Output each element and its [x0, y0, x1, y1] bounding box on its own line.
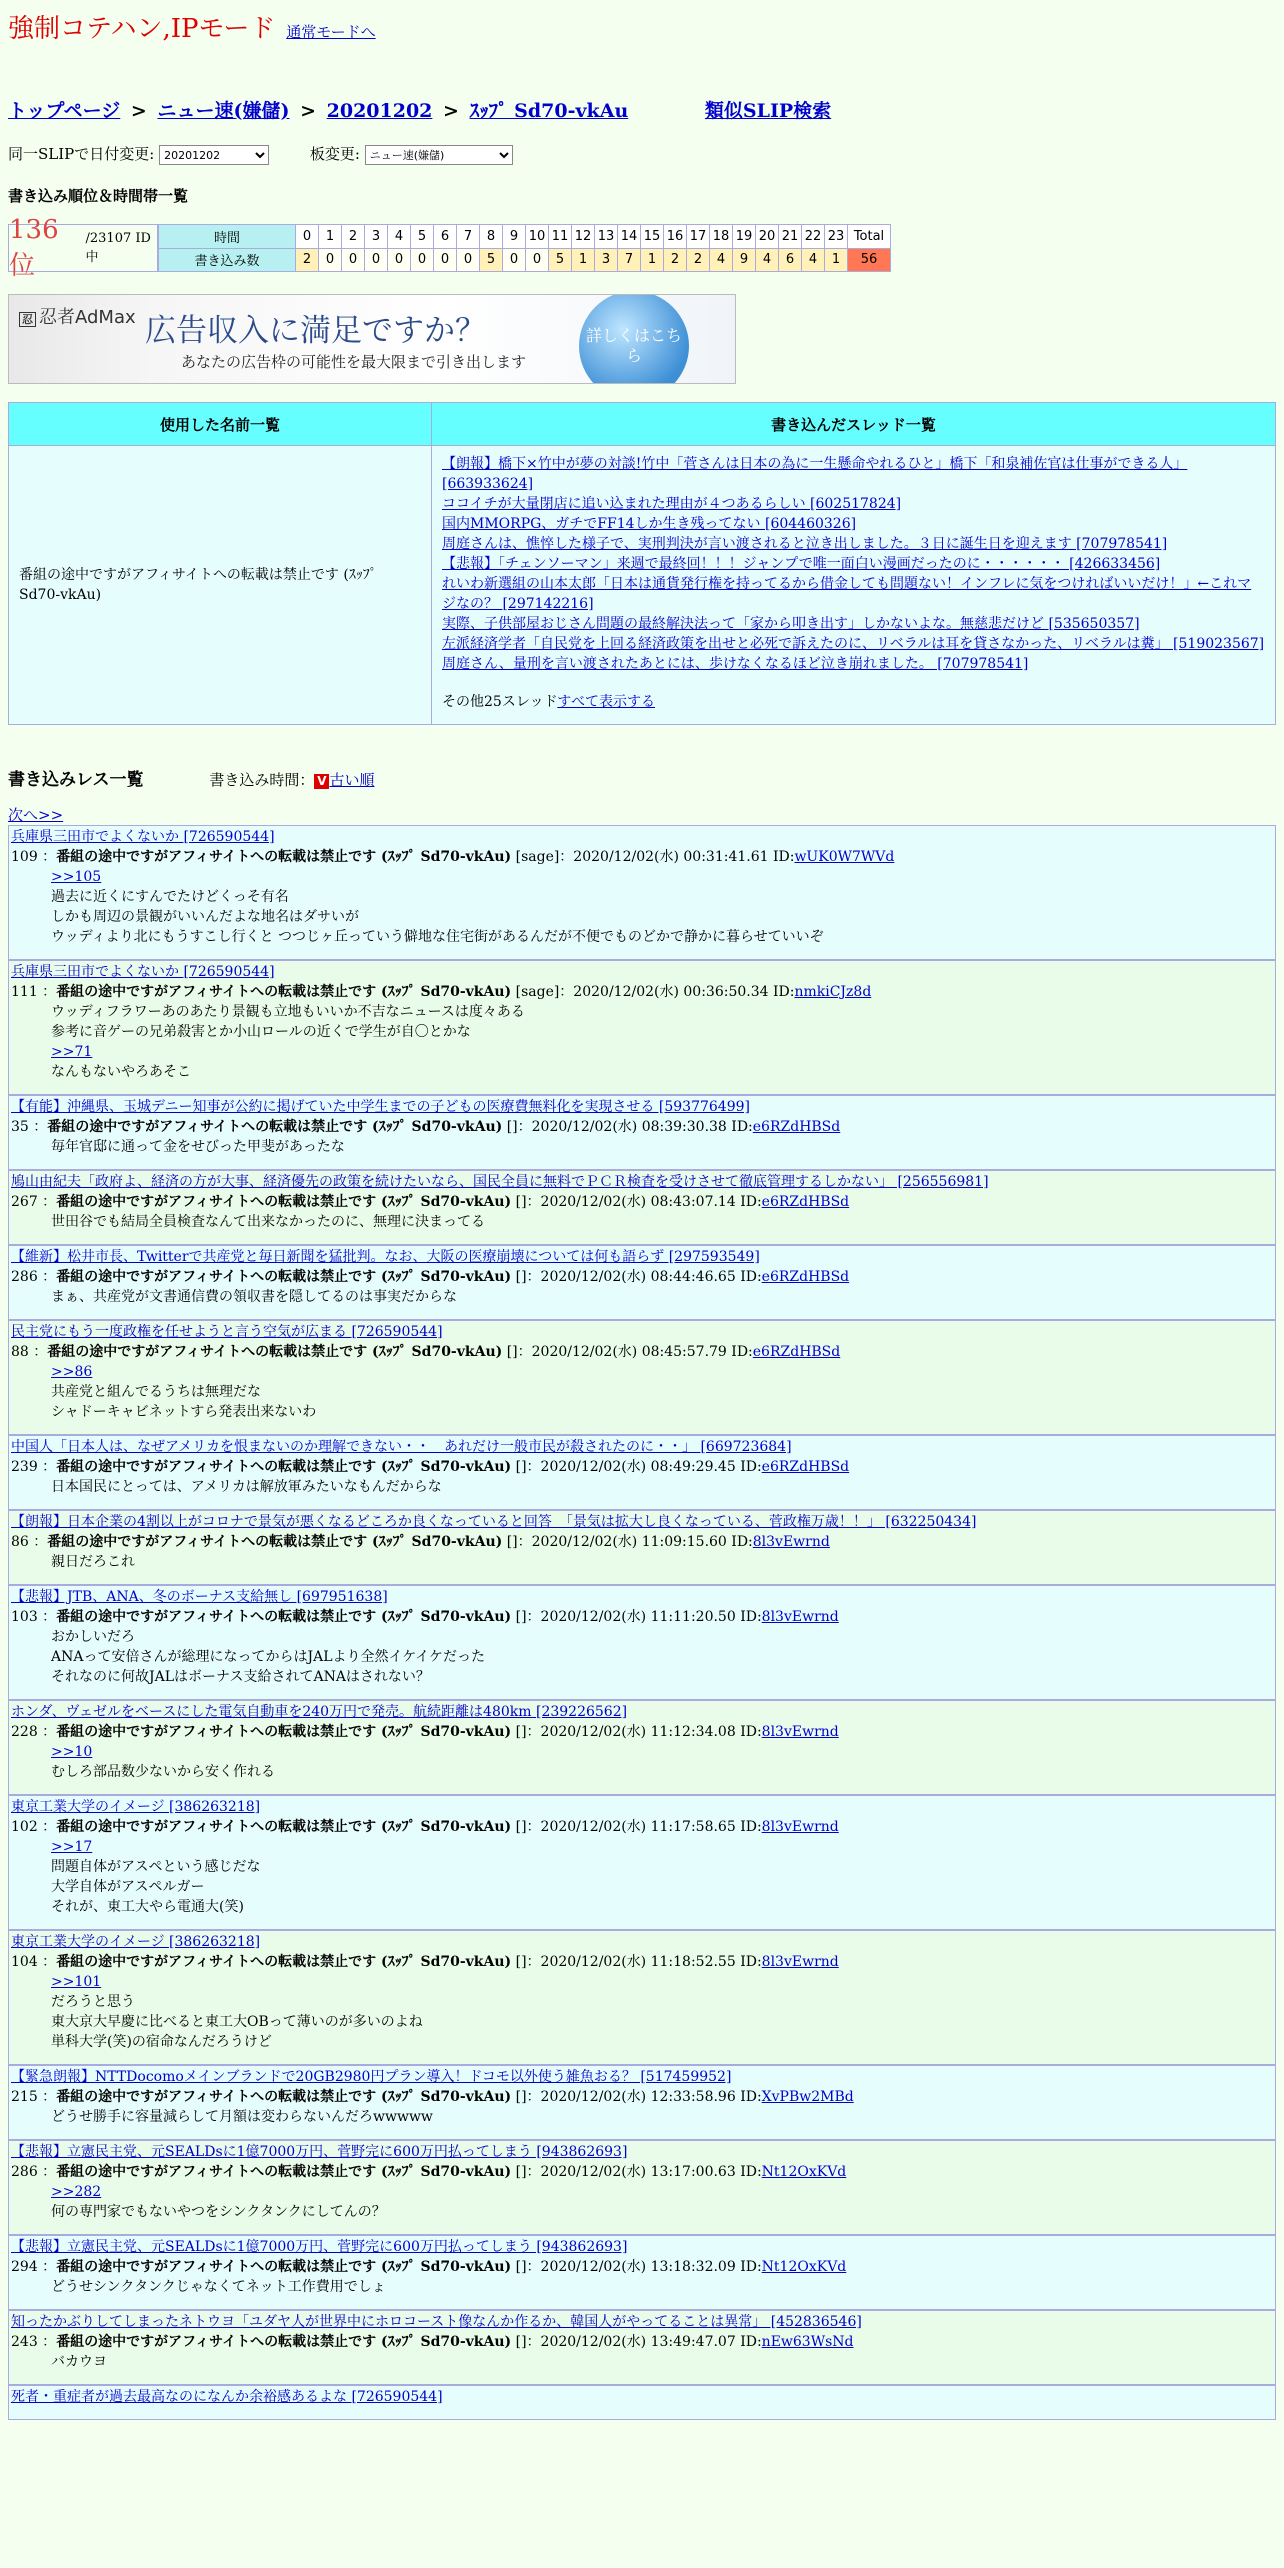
post-line: どうせ勝手に容量減らして月額は変わらないんだろwwwww — [51, 2109, 433, 2125]
post — [8, 1700, 1276, 1795]
rank-cell — [8, 214, 158, 281]
normal-mode-link[interactable]: 通常モードへ — [286, 23, 376, 41]
post-id-link[interactable]: e6RZdHBSd — [752, 1119, 841, 1135]
hour-cell: 8 — [480, 225, 503, 249]
post-body — [11, 1972, 1273, 2052]
post-meta: []：2020/12/02(水) 11:18:52.55 ID: — [515, 1954, 762, 1970]
post-id-link[interactable]: wUK0W7WVd — [794, 849, 895, 865]
thread-link[interactable]: 左派経済学者「自民党を上回る経済政策を出せと必死で訴えたのに、リベラルは耳を貸さなかった、リベラルは糞」 [519023567] — [442, 636, 1265, 652]
hour-cell: 15 — [641, 225, 664, 249]
post — [8, 1320, 1276, 1435]
post-number: 286 — [11, 1269, 38, 1285]
reply-anchor-link[interactable]: >>10 — [51, 1744, 93, 1760]
post-body — [11, 1552, 1273, 1572]
date-select[interactable] — [159, 145, 269, 165]
post-number: 267 — [11, 1194, 38, 1210]
posts-heading: 書き込みレス一覧 書き込み時間： V 古い順 — [8, 770, 375, 790]
show-all-threads-link[interactable]: すべて表示する — [557, 694, 655, 710]
post-thread-link[interactable]: 東京工業大学のイメージ [386263218] — [11, 1799, 261, 1815]
page-title: 強制コテハン,IPモード — [8, 14, 276, 44]
post-thread-link[interactable]: 【緊急朗報】NTTDocomoメインブランドで20GB2980円プラン導入！ドコモ以外使う雑魚おる？ [517459952] — [11, 2069, 732, 2085]
post-thread-link[interactable]: 民主党にもう一度政権を任せようと言う空気が広まる [726590544] — [11, 1324, 443, 1340]
post-header: 103 ：番組の途中ですがアフィサイトへの転載は禁止です (ｽｯﾌﾟ Sd70-vkAu) []：2020/12/02(水) 11:11:20.50 ID:8l3vEwrnd — [11, 1609, 839, 1625]
post — [8, 1245, 1276, 1320]
post-line: 単科大学(笑)の宿命なんだろうけど — [51, 2034, 272, 2050]
rank-number: 136 位 — [9, 214, 59, 281]
post-line: 共産党と組んでるうちは無理だな — [51, 1384, 261, 1400]
count-cell: 0 — [365, 248, 388, 272]
ad-headline: 広告収入に満足ですか？ — [145, 313, 486, 349]
reply-anchor-link[interactable]: >>17 — [51, 1839, 93, 1855]
used-name: 番組の途中ですがアフィサイトへの転載は禁止です (ｽｯﾌﾟ Sd70-vkAu) — [9, 446, 432, 725]
post-body — [11, 2107, 1273, 2127]
hour-cell: 23 — [825, 225, 848, 249]
post-line: しかも周辺の景観がいいんだよな地名はダサいが — [51, 909, 359, 925]
post-author: 番組の途中ですがアフィサイトへの転載は禁止です (ｽｯﾌﾟ Sd70-vkAu) — [56, 2334, 512, 2350]
post-header: 267 ：番組の途中ですがアフィサイトへの転載は禁止です (ｽｯﾌﾟ Sd70-vkAu) []：2020/12/02(水) 08:43:07.14 ID:e6RZdHBSd — [11, 1194, 850, 1210]
count-cell: 3 — [595, 248, 618, 272]
post-meta: []：2020/12/02(水) 08:43:07.14 ID: — [515, 1194, 762, 1210]
post — [8, 960, 1276, 1095]
post-id-link[interactable]: 8l3vEwrnd — [761, 1724, 839, 1740]
post-id-link[interactable]: 8l3vEwrnd — [761, 1819, 839, 1835]
post-author: 番組の途中ですがアフィサイトへの転載は禁止です (ｽｯﾌﾟ Sd70-vkAu) — [56, 1954, 512, 1970]
post-id-link[interactable]: Nt12OxKVd — [761, 2259, 847, 2275]
post-body — [11, 1837, 1273, 1917]
post-thread-link[interactable]: 兵庫県三田市でよくないか [726590544] — [11, 964, 275, 980]
post-header: 228 ：番組の途中ですがアフィサイトへの転載は禁止です (ｽｯﾌﾟ Sd70-vkAu) []：2020/12/02(水) 11:12:34.08 ID:8l3vEwrnd — [11, 1724, 839, 1740]
count-cell: 0 — [411, 248, 434, 272]
post-meta: [sage]：2020/12/02(水) 00:31:41.61 ID: — [515, 849, 795, 865]
post-header: 215 ：番組の途中ですがアフィサイトへの転載は禁止です (ｽｯﾌﾟ Sd70-vkAu) []：2020/12/02(水) 12:33:58.96 ID:XvPBw2MBd — [11, 2089, 854, 2105]
post-header: 243 ：番組の途中ですがアフィサイトへの転載は禁止です (ｽｯﾌﾟ Sd70-vkAu) []：2020/12/02(水) 13:49:47.07 ID:nEw63WsNd — [11, 2334, 854, 2350]
post-author: 番組の途中ですがアフィサイトへの転載は禁止です (ｽｯﾌﾟ Sd70-vkAu) — [56, 2089, 512, 2105]
post-line: おかしいだろ — [51, 1629, 135, 1645]
hour-cell: 5 — [411, 225, 434, 249]
post-thread-link[interactable]: 【有能】沖縄県、玉城デニー知事が公約に掲げていた中学生までの子どもの医療費無料化を実現させる [593776499] — [11, 1099, 750, 1115]
post-body — [11, 1627, 1273, 1687]
post-id-link[interactable]: e6RZdHBSd — [752, 1344, 841, 1360]
post-meta: []：2020/12/02(水) 08:49:29.45 ID: — [515, 1459, 762, 1475]
hour-cell: 4 — [388, 225, 411, 249]
post-meta: []：2020/12/02(水) 11:11:20.50 ID: — [515, 1609, 762, 1625]
post-line: 毎年官邸に通って金をせびった甲斐があったな — [51, 1139, 345, 1155]
reply-anchor-link[interactable]: >>105 — [51, 869, 102, 885]
post-body — [11, 1287, 1273, 1307]
post-thread-link[interactable]: 鳩山由紀夫「政府よ、経済の方が大事、経済優先の政策を続けたいなら、国民全員に無料でＰＣＲ検査を受けさせて徹底管理するしかない」 [256556981] — [11, 1174, 989, 1190]
count-cell: 0 — [503, 248, 526, 272]
post-author: 番組の途中ですがアフィサイトへの転載は禁止です (ｽｯﾌﾟ Sd70-vkAu) — [56, 1269, 512, 1285]
hour-cell: 2 — [342, 225, 365, 249]
post-thread-link[interactable]: 死者・重症者が過去最高なのになんか余裕感あるよな [726590544] — [11, 2389, 443, 2405]
post — [8, 1095, 1276, 1170]
post-line: 世田谷でも結局全員検査なんて出来なかったのに、無理に決まってる — [51, 1214, 485, 1230]
post-author: 番組の途中ですがアフィサイトへの転載は禁止です (ｽｯﾌﾟ Sd70-vkAu) — [56, 1819, 512, 1835]
count-cell: 9 — [733, 248, 756, 272]
post-header: 104 ：番組の途中ですがアフィサイトへの転載は禁止です (ｽｯﾌﾟ Sd70-vkAu) []：2020/12/02(水) 11:18:52.55 ID:8l3vEwrnd — [11, 1954, 839, 1970]
post-number: 103 — [11, 1609, 38, 1625]
threads-header: 書き込んだスレッド一覧 — [432, 403, 1276, 446]
count-cell: 0 — [388, 248, 411, 272]
post-thread-link[interactable]: ホンダ、ヴェゼルをベースにした電気自動車を240万円で発売。航続距離は480km [239226562] — [11, 1704, 628, 1720]
post-header: 111 ：番組の途中ですがアフィサイトへの転載は禁止です (ｽｯﾌﾟ Sd70-vkAu) [sage]：2020/12/02(水) 00:36:50.34 ID:nmkiCJz8d — [11, 984, 872, 1000]
hour-cell: 19 — [733, 225, 756, 249]
post-header: 102 ：番組の途中ですがアフィサイトへの転載は禁止です (ｽｯﾌﾟ Sd70-vkAu) []：2020/12/02(水) 11:17:58.65 ID:8l3vEwrnd — [11, 1819, 839, 1835]
post-line: 東大京大早慶に比べると東工大OBって薄いのが多いのよね — [51, 2014, 423, 2030]
post-number: 294 — [11, 2259, 38, 2275]
count-cell: 2 — [296, 248, 319, 272]
post — [8, 2385, 1276, 2420]
hour-cell: 17 — [687, 225, 710, 249]
post-header: 109 ：番組の途中ですがアフィサイトへの転載は禁止です (ｽｯﾌﾟ Sd70-vkAu) [sage]：2020/12/02(水) 00:31:41.61 ID:wUK0W7WVd — [11, 849, 895, 865]
post-line: シャドーキャビネットすら発表出来ないわ — [51, 1404, 317, 1420]
post-number: 111 — [11, 984, 38, 1000]
thread-link[interactable]: 国内MMORPG、ガチでFF14しか生き残ってない [604460326] — [442, 516, 857, 532]
post — [8, 1585, 1276, 1700]
post-thread-link[interactable]: 知ったかぶりしてしまったネトウヨ「ユダヤ人が世界中にホロコースト像なんか作るか、韓国人がやってることは異常」 [452836546] — [11, 2314, 862, 2330]
post-author: 番組の途中ですがアフィサイトへの転載は禁止です (ｽｯﾌﾟ Sd70-vkAu) — [56, 2164, 512, 2180]
hour-cell: 16 — [664, 225, 687, 249]
count-cell: 4 — [710, 248, 733, 272]
post — [8, 2140, 1276, 2235]
post-body — [11, 2277, 1273, 2297]
count-cell: 0 — [457, 248, 480, 272]
post — [8, 1930, 1276, 2065]
post-thread-link[interactable]: 兵庫県三田市でよくないか [726590544] — [11, 829, 275, 845]
post-header: 286 ：番組の途中ですがアフィサイトへの転載は禁止です (ｽｯﾌﾟ Sd70-vkAu) []：2020/12/02(水) 08:44:46.65 ID:e6RZdHBSd — [11, 1269, 850, 1285]
post-header: 286 ：番組の途中ですがアフィサイトへの転載は禁止です (ｽｯﾌﾟ Sd70-vkAu) []：2020/12/02(水) 13:17:00.63 ID:Nt12OxKVd — [11, 2164, 847, 2180]
post-meta: []：2020/12/02(水) 13:49:47.07 ID: — [515, 2334, 762, 2350]
post-author: 番組の途中ですがアフィサイトへの転載は禁止です (ｽｯﾌﾟ Sd70-vkAu) — [47, 1534, 503, 1550]
count-cell: 1 — [825, 248, 848, 272]
post — [8, 2065, 1276, 2140]
rank-total: /23107 ID中 — [85, 231, 151, 265]
post-line: むしろ部品数少ないから安く作れる — [51, 1764, 275, 1780]
count-cell: 0 — [526, 248, 549, 272]
post-meta: []：2020/12/02(水) 11:17:58.65 ID: — [515, 1819, 762, 1835]
post-author: 番組の途中ですがアフィサイトへの転載は禁止です (ｽｯﾌﾟ Sd70-vkAu) — [56, 1194, 512, 1210]
post-list — [8, 825, 1276, 2420]
count-cell: 0 — [342, 248, 365, 272]
post-id-link[interactable]: nmkiCJz8d — [794, 984, 872, 1000]
count-cell: 1 — [641, 248, 664, 272]
post-number: 228 — [11, 1724, 38, 1740]
post-id-link[interactable]: 8l3vEwrnd — [761, 1954, 839, 1970]
post-line: バカウヨ — [51, 2354, 107, 2370]
ranking-box — [8, 214, 1276, 281]
post-meta: []：2020/12/02(水) 08:44:46.65 ID: — [515, 1269, 762, 1285]
post-line: なんもないやろあそこ — [51, 1064, 191, 1080]
post-number: 104 — [11, 1954, 38, 1970]
post-line: ANAって安倍さんが総理になってからはJALより全然イケイケだった — [51, 1649, 485, 1665]
post-author: 番組の途中ですがアフィサイトへの転載は禁止です (ｽｯﾌﾟ Sd70-vkAu) — [47, 1119, 503, 1135]
thread-link[interactable]: 周庭さんは、憔悴した様子で、実刑判決が言い渡されると泣き出しました。３日に誕生日を迎えます [707978541] — [442, 536, 1168, 552]
breadcrumb-top[interactable]: トップページ — [8, 100, 121, 122]
thread-link[interactable]: れいわ新選組の山本太郎「日本は通貨発行権を持ってるから借金しても問題ない！インフレに気をつければいいだけ！」←これマジなの？ [297142216] — [442, 576, 1252, 612]
post-thread-link[interactable]: 【悲報】立憲民主党、元SEALDsに1億7000万円、菅野完に600万円払ってしまう [943862693] — [11, 2239, 628, 2255]
count-cell: 0 — [434, 248, 457, 272]
ranking-heading: 書き込み順位＆時間帯一覧 — [8, 187, 189, 205]
post-id-link[interactable]: 8l3vEwrnd — [761, 1609, 839, 1625]
post-number: 286 — [11, 2164, 38, 2180]
hour-cell: 7 — [457, 225, 480, 249]
names-threads-table — [8, 402, 1276, 725]
selectors — [8, 143, 1276, 165]
count-label: 書き込み数 — [159, 248, 296, 272]
hour-cell: 1 — [319, 225, 342, 249]
post-meta: []：2020/12/02(水) 13:18:32.09 ID: — [515, 2259, 762, 2275]
hour-cell: 18 — [710, 225, 733, 249]
thread-list — [432, 446, 1276, 725]
post-number: 239 — [11, 1459, 38, 1475]
post-header: 86 ：番組の途中ですがアフィサイトへの転載は禁止です (ｽｯﾌﾟ Sd70-vkAu) []：2020/12/02(水) 11:09:15.60 ID:8l3vEwrnd — [11, 1534, 830, 1550]
similar-slip-search-link[interactable]: 類似SLIP検索 — [704, 100, 832, 122]
hour-cell: 9 — [503, 225, 526, 249]
post-line: 過去に近くにすんでたけどくっそ有名 — [51, 889, 289, 905]
post-line: それなのに何故JALはボーナス支給されてANAはされない？ — [51, 1669, 430, 1685]
post-thread-link[interactable]: 【悲報】立憲民主党、元SEALDsに1億7000万円、菅野完に600万円払ってしまう [943862693] — [11, 2144, 628, 2160]
post-author: 番組の途中ですがアフィサイトへの転載は禁止です (ｽｯﾌﾟ Sd70-vkAu) — [56, 1459, 512, 1475]
thread-link[interactable]: ココイチが大量閉店に追い込まれた理由が４つあるらしい [602517824] — [442, 496, 902, 512]
breadcrumb-slip[interactable]: ｽｯﾌﾟ Sd70-vkAu — [469, 100, 629, 122]
ad-subtext: あなたの広告枠の可能性を最大限まで引き出します — [181, 353, 527, 371]
post-id-link[interactable]: Nt12OxKVd — [761, 2164, 847, 2180]
breadcrumb-board[interactable]: ニュー速(嫌儲) — [157, 100, 290, 122]
count-cell: 0 — [319, 248, 342, 272]
post-meta: []：2020/12/02(水) 08:39:30.38 ID: — [506, 1119, 753, 1135]
post-number: 109 — [11, 849, 38, 865]
time-label: 時間 — [159, 225, 296, 249]
count-cell: 5 — [549, 248, 572, 272]
post-number: 243 — [11, 2334, 38, 2350]
post-thread-link[interactable]: 【悲報】JTB、ANA、冬のボーナス支給無し [697951638] — [11, 1589, 388, 1605]
post-number: 86 — [11, 1534, 29, 1550]
post-body — [11, 1362, 1273, 1422]
hour-cell: 13 — [595, 225, 618, 249]
next-page-link[interactable]: 次へ>> — [8, 806, 64, 824]
post-body — [11, 2352, 1273, 2372]
board-select-label: 板変更: — [309, 145, 360, 163]
post-line: 大学自体がアスペルガー — [51, 1879, 205, 1895]
post-id-link[interactable]: XvPBw2MBd — [761, 2089, 854, 2105]
post-body — [11, 1742, 1273, 1782]
post-thread-link[interactable]: 東京工業大学のイメージ [386263218] — [11, 1934, 261, 1950]
post-meta: []：2020/12/02(水) 08:45:57.79 ID: — [506, 1344, 753, 1360]
post-id-link[interactable]: 8l3vEwrnd — [752, 1534, 830, 1550]
post-line: 親日だろこれ — [51, 1554, 135, 1570]
date-select-label: 同一SLIPで日付変更: — [8, 145, 155, 163]
breadcrumb-sep: > — [443, 100, 459, 122]
reply-anchor-link[interactable]: >>71 — [51, 1044, 93, 1060]
post-header: 239 ：番組の途中ですがアフィサイトへの転載は禁止です (ｽｯﾌﾟ Sd70-vkAu) []：2020/12/02(水) 08:49:29.45 ID:e6RZdHBSd — [11, 1459, 850, 1475]
hour-cell: 12 — [572, 225, 595, 249]
hour-cell: 6 — [434, 225, 457, 249]
post-author: 番組の途中ですがアフィサイトへの転載は禁止です (ｽｯﾌﾟ Sd70-vkAu) — [56, 1724, 512, 1740]
post-meta: []：2020/12/02(水) 11:09:15.60 ID: — [506, 1534, 753, 1550]
post — [8, 1170, 1276, 1245]
post-header: 88 ：番組の途中ですがアフィサイトへの転載は禁止です (ｽｯﾌﾟ Sd70-vkAu) []：2020/12/02(水) 08:45:57.79 ID:e6RZdHBSd — [11, 1344, 841, 1360]
more-threads: その他25スレッドすべて表示する — [442, 694, 655, 710]
post-body — [11, 867, 1273, 947]
reply-anchor-link[interactable]: >>282 — [51, 2184, 102, 2200]
hour-cell: 10 — [526, 225, 549, 249]
post — [8, 1795, 1276, 1930]
post-line: それが、東工大やら電通大(笑) — [51, 1899, 244, 1915]
breadcrumb-sep: > — [300, 100, 316, 122]
hour-cell: 11 — [549, 225, 572, 249]
thread-link[interactable]: 【悲報】「チェンソーマン」来週で最終回！！！ジャンプで唯一面白い漫画だったのに・・・・・・ [426633456] — [442, 556, 1161, 572]
post-line: 問題自体がアスペという感じだな — [51, 1859, 261, 1875]
post-meta: []：2020/12/02(水) 11:12:34.08 ID: — [515, 1724, 762, 1740]
post-number: 102 — [11, 1819, 38, 1835]
sort-control: 書き込み時間： V 古い順 — [209, 771, 375, 789]
post-thread-link[interactable]: 【朗報】日本企業の4割以上がコロナで景気が悪くなるどころか良くなっていると回答 「景気は拡大し良くなっている、菅政権万歳！！」 [632250434] — [11, 1514, 977, 1530]
ad-banner[interactable] — [8, 294, 736, 384]
breadcrumb-date[interactable]: 20201202 — [326, 100, 433, 122]
post-header: 35 ：番組の途中ですがアフィサイトへの転載は禁止です (ｽｯﾌﾟ Sd70-vkAu) []：2020/12/02(水) 08:39:30.38 ID:e6RZdHBSd — [11, 1119, 841, 1135]
post-body — [11, 1212, 1273, 1232]
post-body — [11, 2182, 1273, 2222]
count-cell: 6 — [779, 248, 802, 272]
hour-cell: 0 — [296, 225, 319, 249]
page-header — [8, 0, 1276, 48]
count-cell: 5 — [480, 248, 503, 272]
post-meta: []：2020/12/02(水) 12:33:58.96 ID: — [515, 2089, 762, 2105]
count-cell: 1 — [572, 248, 595, 272]
count-cell: 2 — [687, 248, 710, 272]
hour-cell: 20 — [756, 225, 779, 249]
sort-arrow-icon: V — [314, 774, 329, 789]
post-line: 何の専門家でもないやつをシンクタンクにしてんの？ — [51, 2204, 386, 2220]
post-author: 番組の途中ですがアフィサイトへの転載は禁止です (ｽｯﾌﾟ Sd70-vkAu) — [56, 1609, 512, 1625]
total-label: Total — [848, 225, 891, 249]
count-cell: 4 — [756, 248, 779, 272]
post-number: 215 — [11, 2089, 38, 2105]
hour-cell: 21 — [779, 225, 802, 249]
hour-cell: 3 — [365, 225, 388, 249]
post-line: まぁ、共産党が文書通信費の領収書を隠してるのは事実だからな — [51, 1289, 457, 1305]
post-thread-link[interactable]: 【維新】松井市長、Twitterで共産党と毎日新聞を猛批判。なお、大阪の医療崩壊については何も語らず [297593549] — [11, 1249, 760, 1265]
post-author: 番組の途中ですがアフィサイトへの転載は禁止です (ｽｯﾌﾟ Sd70-vkAu) — [56, 849, 512, 865]
post-header: 294 ：番組の途中ですがアフィサイトへの転載は禁止です (ｽｯﾌﾟ Sd70-vkAu) []：2020/12/02(水) 13:18:32.09 ID:Nt12OxKVd — [11, 2259, 847, 2275]
post — [8, 2235, 1276, 2310]
thread-link[interactable]: 実際、子供部屋おじさん問題の最終解決法って「家から叩き出す」しかないよな。無慈悲だけど [535650357] — [442, 616, 1140, 632]
post-line: だろうと思う — [51, 1994, 135, 2010]
sort-oldest-link[interactable]: 古い順 — [329, 771, 375, 789]
ad-logo: 忍 忍者AdMax — [19, 303, 136, 329]
post-author: 番組の途中ですがアフィサイトへの転載は禁止です (ｽｯﾌﾟ Sd70-vkAu) — [56, 984, 512, 1000]
reply-anchor-link[interactable]: >>101 — [51, 1974, 102, 1990]
post-body — [11, 1002, 1273, 1082]
hour-cell: 14 — [618, 225, 641, 249]
total-value: 56 — [848, 248, 891, 272]
breadcrumb-sep: > — [130, 100, 147, 122]
post-line: 参考に音ゲーの兄弟殺害とか小山ロールの近くで学生が自〇とかな — [51, 1024, 471, 1040]
count-cell: 7 — [618, 248, 641, 272]
post-id-link[interactable]: e6RZdHBSd — [761, 1459, 850, 1475]
post-number: 88 — [11, 1344, 29, 1360]
post-thread-link[interactable]: 中国人「日本人は、なぜアメリカを恨まないのか理解できない・・ あれだけ一般市民が殺されたのに・・」 [669723684] — [11, 1439, 792, 1455]
names-header: 使用した名前一覧 — [9, 403, 432, 446]
thread-link[interactable]: 【朗報】橋下×竹中が夢の対談!竹中「菅さんは日本の為に一生懸命やれるひと」橋下「和泉補佐官は仕事ができる人」 [663933624] — [442, 456, 1188, 492]
post-id-link[interactable]: e6RZdHBSd — [761, 1269, 850, 1285]
post-line: ウッディフラワーあのあたり景観も立地もいいか不吉なニュースは度々ある — [51, 1004, 525, 1020]
post-id-link[interactable]: e6RZdHBSd — [761, 1194, 850, 1210]
post-body — [11, 1137, 1273, 1157]
post-author: 番組の途中ですがアフィサイトへの転載は禁止です (ｽｯﾌﾟ Sd70-vkAu) — [56, 2259, 512, 2275]
post-meta: []：2020/12/02(水) 13:17:00.63 ID: — [515, 2164, 762, 2180]
post — [8, 825, 1276, 960]
ad-details-button[interactable]: 詳しくはこちら — [579, 294, 689, 384]
thread-link[interactable]: 周庭さん、量刑を言い渡されたあとには、歩けなくなるほど泣き崩れました。 [707978541] — [442, 656, 1029, 672]
reply-anchor-link[interactable]: >>86 — [51, 1364, 93, 1380]
count-cell: 2 — [664, 248, 687, 272]
post-number: 35 — [11, 1119, 29, 1135]
post — [8, 2310, 1276, 2385]
post-meta: [sage]：2020/12/02(水) 00:36:50.34 ID: — [515, 984, 795, 1000]
breadcrumb — [8, 96, 1276, 123]
post-line: ウッディより北にもうすこし行くと つつじヶ丘っていう僻地な住宅街があるんだが不便でものどかで静かに暮らせていいぞ — [51, 929, 824, 945]
post-author: 番組の途中ですがアフィサイトへの転載は禁止です (ｽｯﾌﾟ Sd70-vkAu) — [47, 1344, 503, 1360]
post-body — [11, 1477, 1273, 1497]
post-line: 日本国民にとっては、アメリカは解放軍みたいなもんだからな — [51, 1479, 442, 1495]
post — [8, 1435, 1276, 1510]
board-select[interactable] — [365, 145, 513, 165]
ninja-icon: 忍 — [19, 312, 36, 327]
post-id-link[interactable]: nEw63WsNd — [761, 2334, 854, 2350]
post-line: どうせシンクタンクじゃなくてネット工作費用でしょ — [51, 2279, 386, 2295]
post — [8, 1510, 1276, 1585]
count-cell: 4 — [802, 248, 825, 272]
hour-cell: 22 — [802, 225, 825, 249]
hourly-table — [158, 224, 891, 272]
